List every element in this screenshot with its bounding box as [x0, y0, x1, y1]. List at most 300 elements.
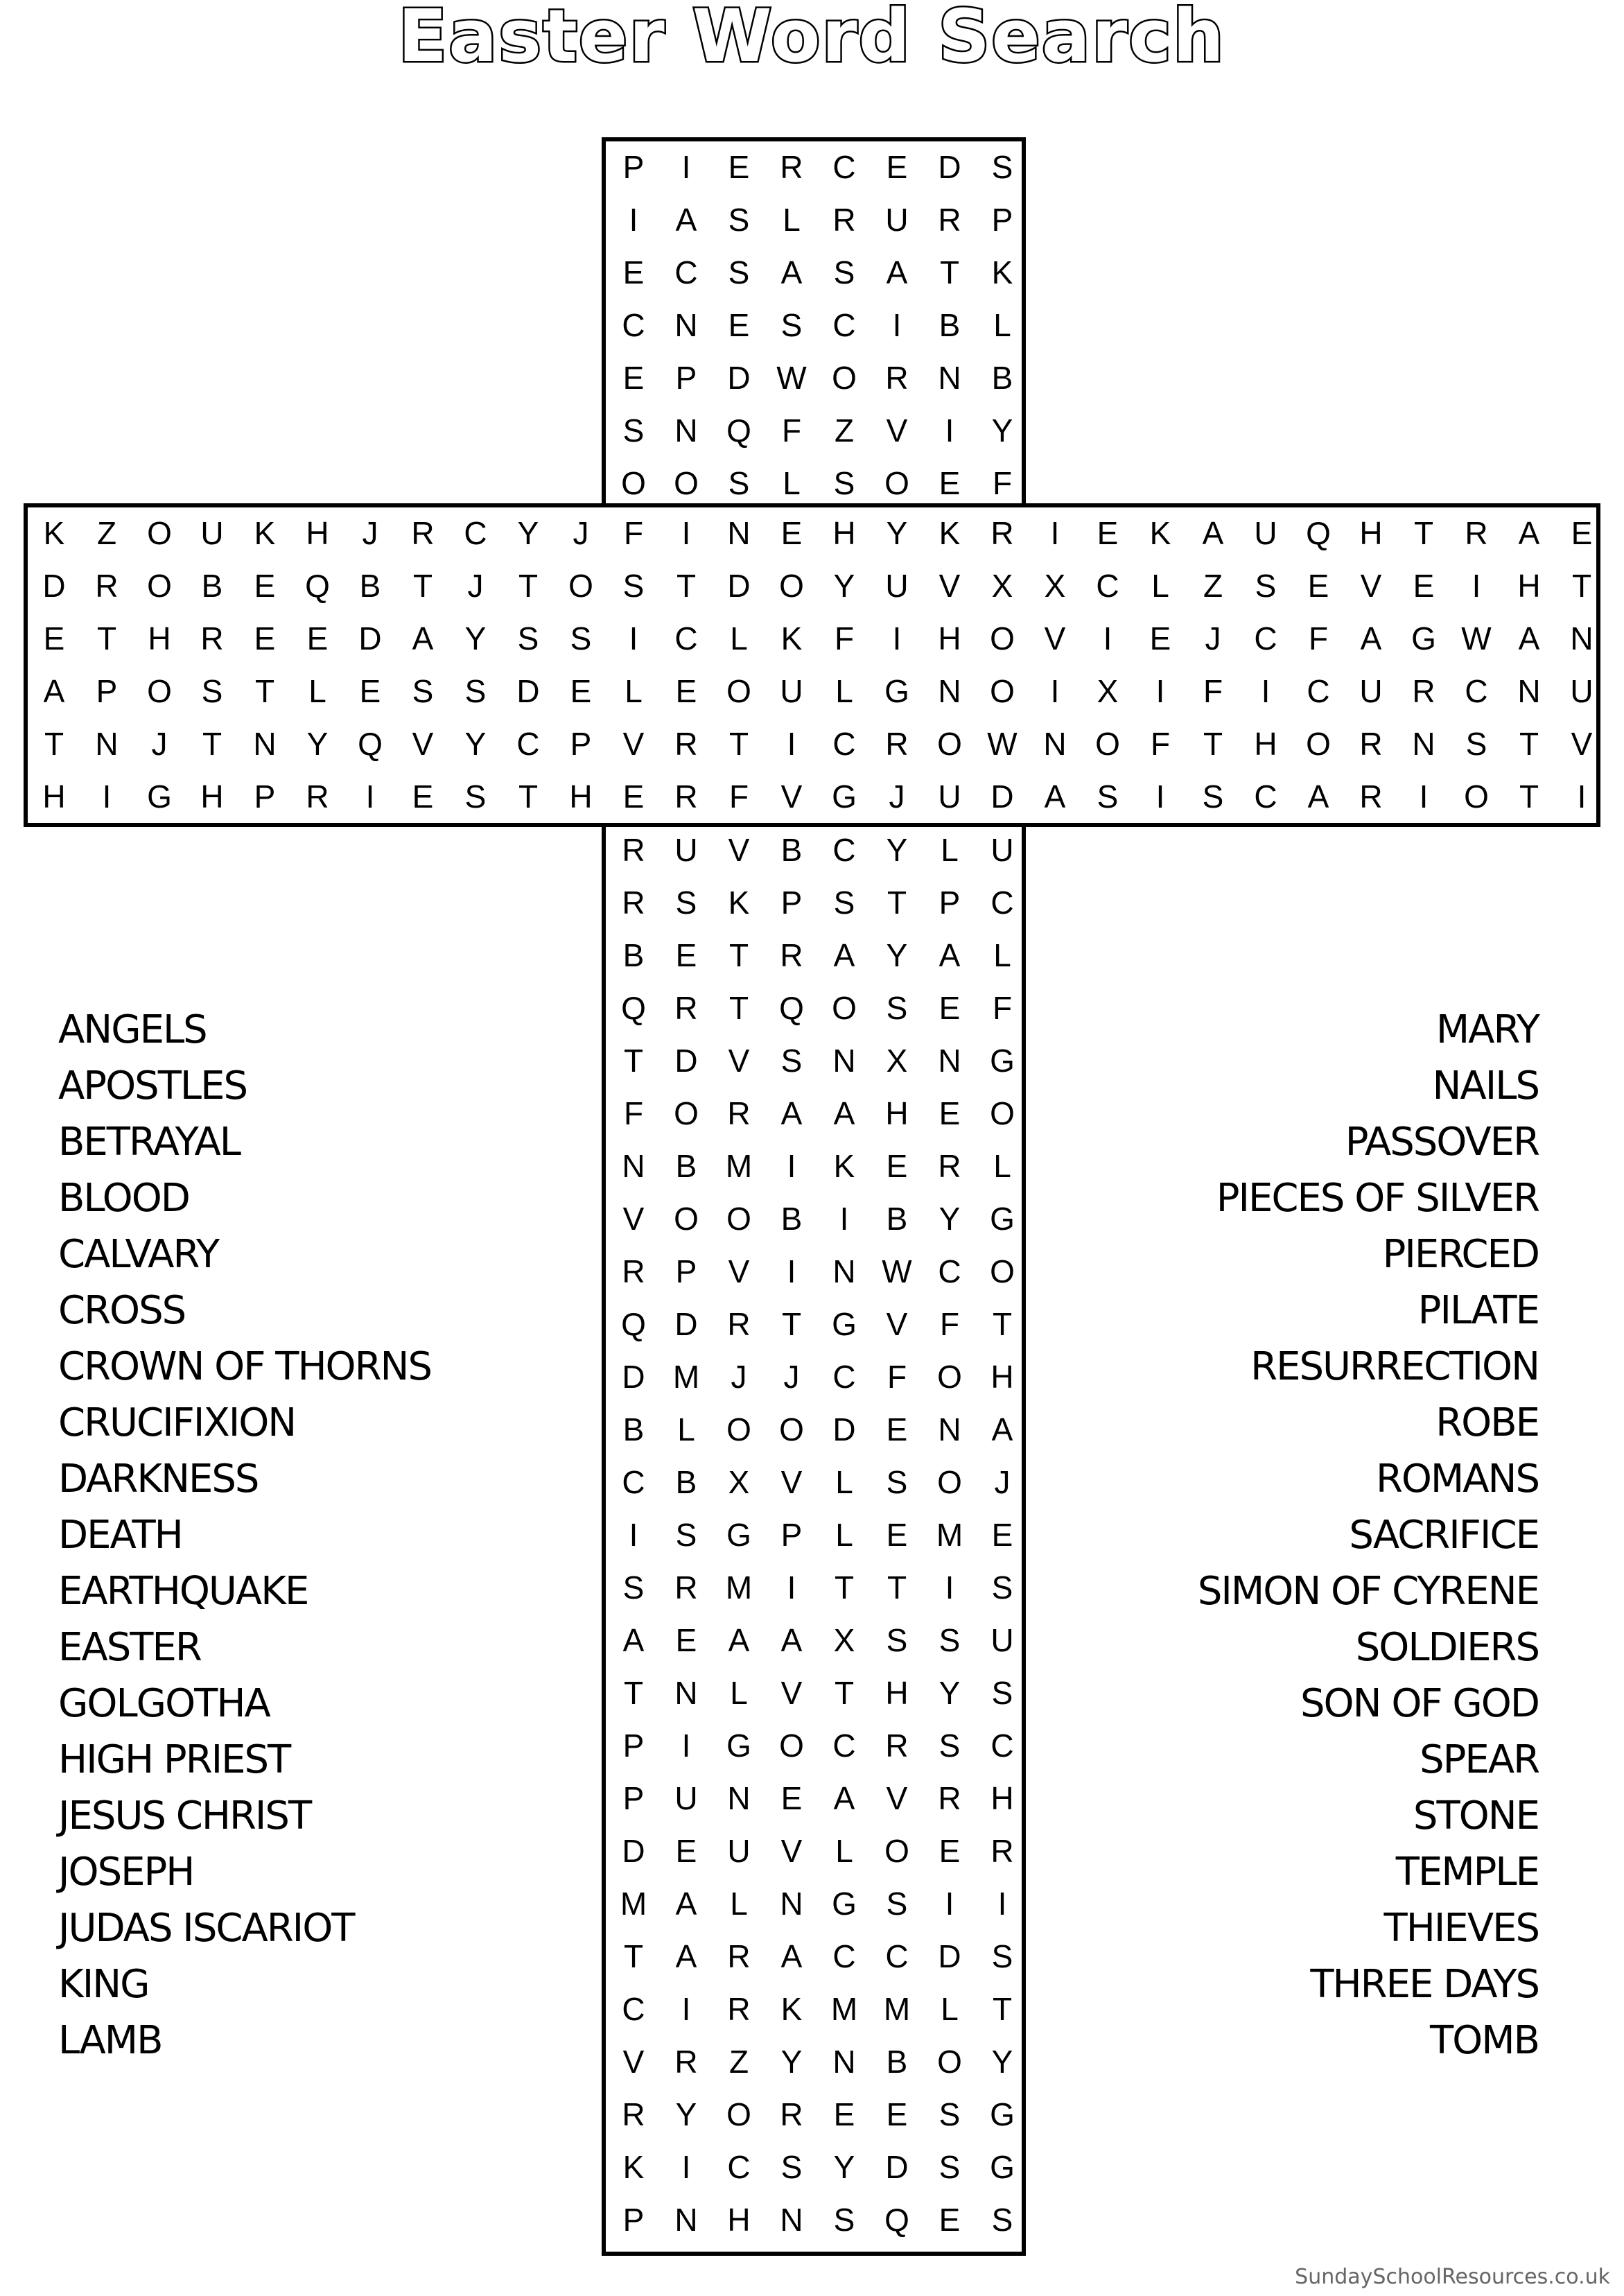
grid-letter: A	[1518, 620, 1540, 656]
grid-bottom-row	[607, 1772, 1029, 1825]
grid-letter: K	[1149, 515, 1171, 551]
grid-letter: Z	[728, 2044, 749, 2080]
grid-letter: Z	[1203, 568, 1223, 604]
grid-letter: O	[884, 1833, 909, 1869]
grid-letter: M	[936, 1517, 963, 1553]
grid-bottom-row	[607, 1192, 1029, 1245]
grid-letter: C	[622, 1464, 645, 1500]
grid-letter: P	[622, 1780, 645, 1816]
grid-letter: S	[833, 2202, 855, 2238]
grid-letter: D	[727, 360, 751, 396]
grid-letter: V	[780, 1464, 803, 1500]
word-list-item: TOMB	[1429, 2018, 1539, 2063]
word-list-item: ROBE	[1435, 1400, 1539, 1445]
grid-letter: T	[254, 673, 275, 709]
grid-letter: M	[725, 1569, 753, 1606]
grid-letter: A	[886, 254, 908, 290]
grid-letter: G	[1411, 620, 1436, 656]
grid-letter: X	[728, 1464, 750, 1500]
grid-bottom-row	[607, 876, 1029, 929]
grid-bottom-row	[607, 824, 1029, 876]
word-list-item: SOLDIERS	[1355, 1625, 1539, 1670]
grid-letter: I	[892, 620, 902, 656]
grid-letter: V	[622, 726, 645, 762]
grid-letter: Y	[886, 832, 908, 868]
grid-letter: T	[96, 620, 117, 656]
grid-letter: A	[622, 1622, 645, 1658]
grid-letter: U	[727, 1833, 751, 1869]
grid-bottom-row	[607, 1140, 1029, 1192]
grid-letter: C	[674, 620, 698, 656]
grid-letter: A	[728, 1622, 750, 1658]
grid-letter: D	[990, 779, 1014, 815]
grid-letter: P	[780, 1517, 803, 1553]
grid-letter: E	[938, 990, 961, 1026]
grid-letter: A	[675, 1938, 697, 1974]
grid-letter: A	[833, 937, 855, 973]
grid-letter: D	[885, 2149, 909, 2185]
grid-letter: C	[516, 726, 540, 762]
grid-letter: T	[887, 885, 907, 921]
word-list-item: THREE DAYS	[1310, 1962, 1539, 2007]
grid-top-row	[607, 141, 1029, 193]
grid-letter: T	[834, 1675, 855, 1711]
word-list-item: BETRAYAL	[58, 1120, 240, 1165]
grid-letter: R	[1412, 673, 1435, 709]
grid-letter: U	[1359, 673, 1383, 709]
grid-letter: I	[102, 779, 112, 815]
grid-letter: L	[941, 1991, 959, 2027]
word-list-item: LAMB	[58, 2018, 162, 2063]
grid-letter: E	[675, 1833, 697, 1869]
grid-arms-row	[28, 559, 1608, 612]
grid-letter: N	[938, 673, 961, 709]
grid-letter: L	[835, 1833, 853, 1869]
grid-letter: L	[835, 1464, 853, 1500]
grid-letter: T	[1519, 779, 1539, 815]
grid-letter: G	[147, 779, 172, 815]
grid-letter: Q	[884, 2202, 909, 2238]
grid-letter: I	[681, 149, 691, 185]
word-list-item: JOSEPH	[58, 1850, 194, 1895]
grid-letter: L	[993, 937, 1011, 973]
grid-arms-row	[28, 507, 1608, 559]
grid-bottom-row	[607, 2088, 1029, 2141]
grid-letter: R	[622, 2096, 645, 2132]
grid-letter: Y	[938, 1201, 961, 1237]
grid-letter: R	[622, 885, 645, 921]
grid-letter: R	[938, 202, 961, 238]
grid-letter: X	[991, 568, 1013, 604]
grid-letter: P	[675, 360, 697, 396]
grid-letter: H	[938, 620, 961, 656]
grid-letter: H	[1517, 568, 1541, 604]
grid-letter: O	[779, 1411, 804, 1447]
grid-letter: C	[1254, 620, 1277, 656]
grid-letter: F	[1203, 673, 1223, 709]
grid-letter: J	[1205, 620, 1221, 656]
grid-letter: T	[1203, 726, 1223, 762]
grid-letter: O	[568, 568, 593, 604]
grid-bottom-row	[607, 2193, 1029, 2246]
grid-letter: K	[833, 1148, 855, 1184]
grid-letter: S	[833, 254, 855, 290]
grid-letter: F	[887, 1359, 907, 1395]
grid-bottom-row	[607, 2035, 1029, 2088]
word-list-item: EARTHQUAKE	[58, 1569, 308, 1614]
grid-bottom-row	[607, 1245, 1029, 1298]
grid-letter: B	[886, 1201, 908, 1237]
grid-letter: P	[991, 202, 1013, 238]
grid-letter: E	[938, 2202, 961, 2238]
grid-letter: O	[147, 673, 172, 709]
grid-letter: U	[938, 779, 961, 815]
word-list-item: DEATH	[58, 1513, 182, 1558]
grid-letter: T	[1519, 726, 1539, 762]
grid-letter: E	[780, 1780, 803, 1816]
grid-letter: I	[629, 620, 638, 656]
grid-letter: D	[832, 1411, 856, 1447]
grid-letter: S	[991, 149, 1013, 185]
grid-letter: S	[412, 673, 434, 709]
grid-letter: P	[675, 1253, 697, 1289]
grid-letter: S	[886, 1886, 908, 1922]
word-list-item: CROSS	[58, 1288, 186, 1333]
grid-letter: O	[779, 568, 804, 604]
grid-letter: C	[832, 1359, 856, 1395]
grid-letter: R	[674, 726, 698, 762]
grid-letter: E	[306, 620, 329, 656]
grid-letter: N	[674, 1675, 698, 1711]
grid-arms-row	[28, 770, 1608, 823]
grid-letter: O	[147, 515, 172, 551]
grid-letter: N	[95, 726, 119, 762]
grid-letter: P	[622, 2202, 645, 2238]
grid-letter: O	[937, 1464, 962, 1500]
grid-letter: K	[938, 515, 961, 551]
grid-letter: J	[573, 515, 589, 551]
site-credit: SundaySchoolResources.co.uk	[1295, 2265, 1610, 2289]
word-list-item: STONE	[1413, 1793, 1539, 1838]
grid-letter: H	[990, 1359, 1014, 1395]
grid-letter: D	[727, 568, 751, 604]
grid-bottom-row	[607, 1087, 1029, 1140]
grid-letter: L	[308, 673, 326, 709]
grid-letter: E	[622, 254, 645, 290]
grid-letter: R	[1465, 515, 1488, 551]
grid-letter: V	[886, 1780, 908, 1816]
grid-letter: T	[728, 726, 749, 762]
grid-letter: J	[783, 1359, 800, 1395]
grid-letter: I	[1050, 515, 1060, 551]
grid-letter: E	[1149, 620, 1171, 656]
grid-letter: Q	[726, 412, 751, 449]
grid-letter: T	[518, 568, 539, 604]
grid-letter: E	[675, 673, 697, 709]
grid-letter: Y	[464, 726, 487, 762]
word-list-item: THIEVES	[1383, 1906, 1539, 1951]
grid-letter: R	[306, 779, 329, 815]
grid-top-row	[607, 246, 1029, 299]
grid-letter: H	[832, 515, 856, 551]
grid-letter: I	[681, 1728, 691, 1764]
grid-letter: Y	[938, 1675, 961, 1711]
grid-letter: S	[938, 1622, 961, 1658]
grid-letter: S	[728, 465, 750, 501]
grid-letter: R	[1359, 726, 1383, 762]
grid-letter: O	[621, 465, 646, 501]
grid-letter: E	[1413, 568, 1435, 604]
grid-letter: N	[727, 515, 751, 551]
grid-letter: I	[681, 2149, 691, 2185]
grid-letter: K	[254, 515, 276, 551]
grid-letter: A	[43, 673, 65, 709]
grid-letter: C	[622, 307, 645, 343]
grid-letter: I	[787, 1148, 796, 1184]
grid-letter: R	[727, 1095, 751, 1131]
grid-letter: B	[886, 2044, 908, 2080]
grid-letter: O	[937, 726, 962, 762]
grid-letter: N	[780, 2202, 803, 2238]
word-list-item: PILATE	[1417, 1288, 1539, 1333]
grid-letter: U	[990, 832, 1014, 868]
grid-letter: D	[622, 1359, 645, 1395]
grid-letter: E	[1307, 568, 1329, 604]
grid-letter: L	[835, 1517, 853, 1553]
grid-top-row	[607, 351, 1029, 404]
grid-letter: A	[1202, 515, 1224, 551]
grid-letter: S	[675, 885, 697, 921]
grid-letter: S	[991, 1569, 1013, 1606]
grid-letter: A	[412, 620, 434, 656]
grid-letter: Y	[886, 515, 908, 551]
grid-letter: T	[834, 1569, 855, 1606]
grid-letter: N	[938, 1043, 961, 1079]
grid-letter: A	[675, 202, 697, 238]
grid-letter: N	[674, 307, 698, 343]
grid-letter: J	[467, 568, 484, 604]
grid-letter: R	[622, 832, 645, 868]
grid-letter: S	[464, 673, 487, 709]
grid-letter: H	[885, 1095, 909, 1131]
grid-top-row	[607, 299, 1029, 351]
grid-letter: E	[254, 568, 276, 604]
grid-letter: V	[1044, 620, 1066, 656]
grid-letter: B	[780, 832, 803, 868]
grid-letter: G	[832, 779, 857, 815]
grid-letter: Q	[305, 568, 330, 604]
grid-letter: S	[464, 779, 487, 815]
grid-letter: C	[832, 726, 856, 762]
grid-letter: E	[622, 779, 645, 815]
grid-letter: P	[570, 726, 592, 762]
grid-letter: N	[674, 412, 698, 449]
grid-letter: G	[726, 1517, 751, 1553]
grid-letter: C	[832, 1938, 856, 1974]
grid-letter: F	[623, 1095, 644, 1131]
grid-letter: S	[728, 254, 750, 290]
grid-letter: G	[832, 1306, 857, 1342]
word-list-item: JUDAS ISCARIOT	[58, 1906, 354, 1951]
grid-letter: E	[991, 1517, 1013, 1553]
grid-bottom-row	[607, 1350, 1029, 1403]
grid-letter: Y	[517, 515, 539, 551]
grid-letter: T	[887, 1569, 907, 1606]
grid-letter: S	[1202, 779, 1224, 815]
grid-letter: K	[780, 620, 803, 656]
grid-letter: Q	[1306, 515, 1331, 551]
grid-letter: B	[201, 568, 223, 604]
grid-letter: R	[832, 202, 856, 238]
grid-letter: E	[938, 1833, 961, 1869]
grid-letter: G	[990, 1043, 1015, 1079]
grid-letter: R	[990, 1833, 1014, 1869]
grid-letter: Y	[833, 568, 855, 604]
grid-bottom-row	[607, 1877, 1029, 1930]
grid-letter: C	[885, 1938, 909, 1974]
grid-letter: C	[674, 254, 698, 290]
grid-bottom-row	[607, 1403, 1029, 1456]
grid-letter: I	[1419, 779, 1429, 815]
grid-letter: O	[990, 673, 1015, 709]
grid-letter: E	[622, 360, 645, 396]
grid-letter: X	[1044, 568, 1066, 604]
grid-letter: U	[200, 515, 224, 551]
grid-letter: I	[681, 1991, 691, 2027]
grid-letter: A	[938, 937, 961, 973]
grid-letter: P	[254, 779, 276, 815]
grid-letter: G	[726, 1728, 751, 1764]
grid-letter: M	[883, 1991, 911, 2027]
grid-letter: F	[939, 1306, 960, 1342]
grid-letter: C	[832, 149, 856, 185]
grid-bottom-row	[607, 2141, 1029, 2193]
grid-top-row	[607, 457, 1029, 510]
grid-letter: V	[622, 1201, 645, 1237]
grid-letter: Y	[991, 2044, 1013, 2080]
grid-letter: I	[945, 1569, 954, 1606]
grid-letter: R	[95, 568, 119, 604]
word-list-item: CRUCIFIXION	[58, 1400, 296, 1445]
grid-letter: G	[990, 2096, 1015, 2132]
grid-letter: U	[780, 673, 803, 709]
grid-letter: M	[725, 1148, 753, 1184]
grid-letter: S	[1465, 726, 1487, 762]
grid-letter: S	[780, 2149, 803, 2185]
grid-letter: R	[622, 1253, 645, 1289]
grid-letter: R	[200, 620, 224, 656]
grid-letter: X	[1097, 673, 1119, 709]
grid-letter: O	[674, 1095, 699, 1131]
grid-letter: H	[990, 1780, 1014, 1816]
grid-letter: H	[1254, 726, 1277, 762]
grid-letter: V	[780, 779, 803, 815]
grid-letter: F	[728, 779, 749, 815]
grid-letter: E	[938, 465, 961, 501]
grid-letter: S	[201, 673, 223, 709]
grid-letter: N	[674, 2202, 698, 2238]
grid-letter: E	[359, 673, 381, 709]
grid-bottom-row	[607, 1508, 1029, 1561]
grid-letter: E	[1571, 515, 1593, 551]
grid-letter: O	[726, 2096, 751, 2132]
grid-letter: N	[832, 1253, 856, 1289]
grid-letter: G	[990, 1201, 1015, 1237]
grid-letter: I	[629, 1517, 638, 1553]
grid-letter: C	[832, 307, 856, 343]
grid-letter: W	[776, 360, 807, 396]
grid-letter: E	[1097, 515, 1119, 551]
grid-letter: P	[938, 885, 961, 921]
grid-letter: N	[727, 1780, 751, 1816]
grid-letter: S	[938, 2096, 961, 2132]
word-list-item: CALVARY	[58, 1232, 219, 1277]
grid-letter: A	[780, 254, 803, 290]
grid-letter: V	[886, 1306, 908, 1342]
grid-letter: I	[365, 779, 375, 815]
grid-letter: K	[43, 515, 65, 551]
grid-letter: E	[675, 1622, 697, 1658]
grid-letter: V	[412, 726, 434, 762]
grid-letter: R	[938, 1148, 961, 1184]
grid-letter: N	[832, 1043, 856, 1079]
grid-letter: T	[939, 254, 960, 290]
grid-letter: C	[832, 1728, 856, 1764]
grid-letter: Y	[833, 2149, 855, 2185]
grid-letter: O	[726, 1411, 751, 1447]
grid-letter: S	[886, 1622, 908, 1658]
grid-letter: I	[681, 515, 691, 551]
grid-letter: C	[464, 515, 487, 551]
grid-letter: Y	[464, 620, 487, 656]
grid-letter: S	[991, 1675, 1013, 1711]
grid-letter: R	[727, 1938, 751, 1974]
grid-letter: I	[1103, 620, 1112, 656]
grid-bottom-row	[607, 1298, 1029, 1350]
grid-letter: B	[622, 1411, 645, 1447]
grid-letter: K	[728, 885, 750, 921]
grid-letter: H	[148, 620, 171, 656]
grid-letter: X	[886, 1043, 908, 1079]
grid-letter: I	[787, 1253, 796, 1289]
grid-arms-row	[28, 612, 1608, 665]
word-list-item: SPEAR	[1420, 1737, 1539, 1782]
grid-letter: R	[938, 1780, 961, 1816]
grid-letter: H	[42, 779, 66, 815]
word-list-item: EASTER	[58, 1625, 201, 1670]
word-list-item: DARKNESS	[58, 1456, 259, 1502]
grid-letter: I	[945, 1886, 954, 1922]
grid-letter: Y	[886, 937, 908, 973]
grid-letter: L	[625, 673, 643, 709]
grid-letter: I	[787, 726, 796, 762]
grid-letter: N	[622, 1148, 645, 1184]
grid-letter: I	[945, 412, 954, 449]
grid-letter: N	[1412, 726, 1435, 762]
grid-letter: V	[886, 412, 908, 449]
word-list-item: RESURRECTION	[1250, 1344, 1539, 1389]
grid-letter: S	[622, 568, 645, 604]
grid-letter: C	[622, 1991, 645, 2027]
grid-letter: F	[834, 620, 855, 656]
grid-letter: B	[780, 1201, 803, 1237]
grid-letter: Q	[779, 990, 804, 1026]
grid-bottom-row	[607, 1456, 1029, 1508]
grid-letter: T	[623, 1938, 644, 1974]
grid-letter: O	[990, 1095, 1015, 1131]
grid-letter: T	[412, 568, 433, 604]
grid-letter: R	[780, 937, 803, 973]
